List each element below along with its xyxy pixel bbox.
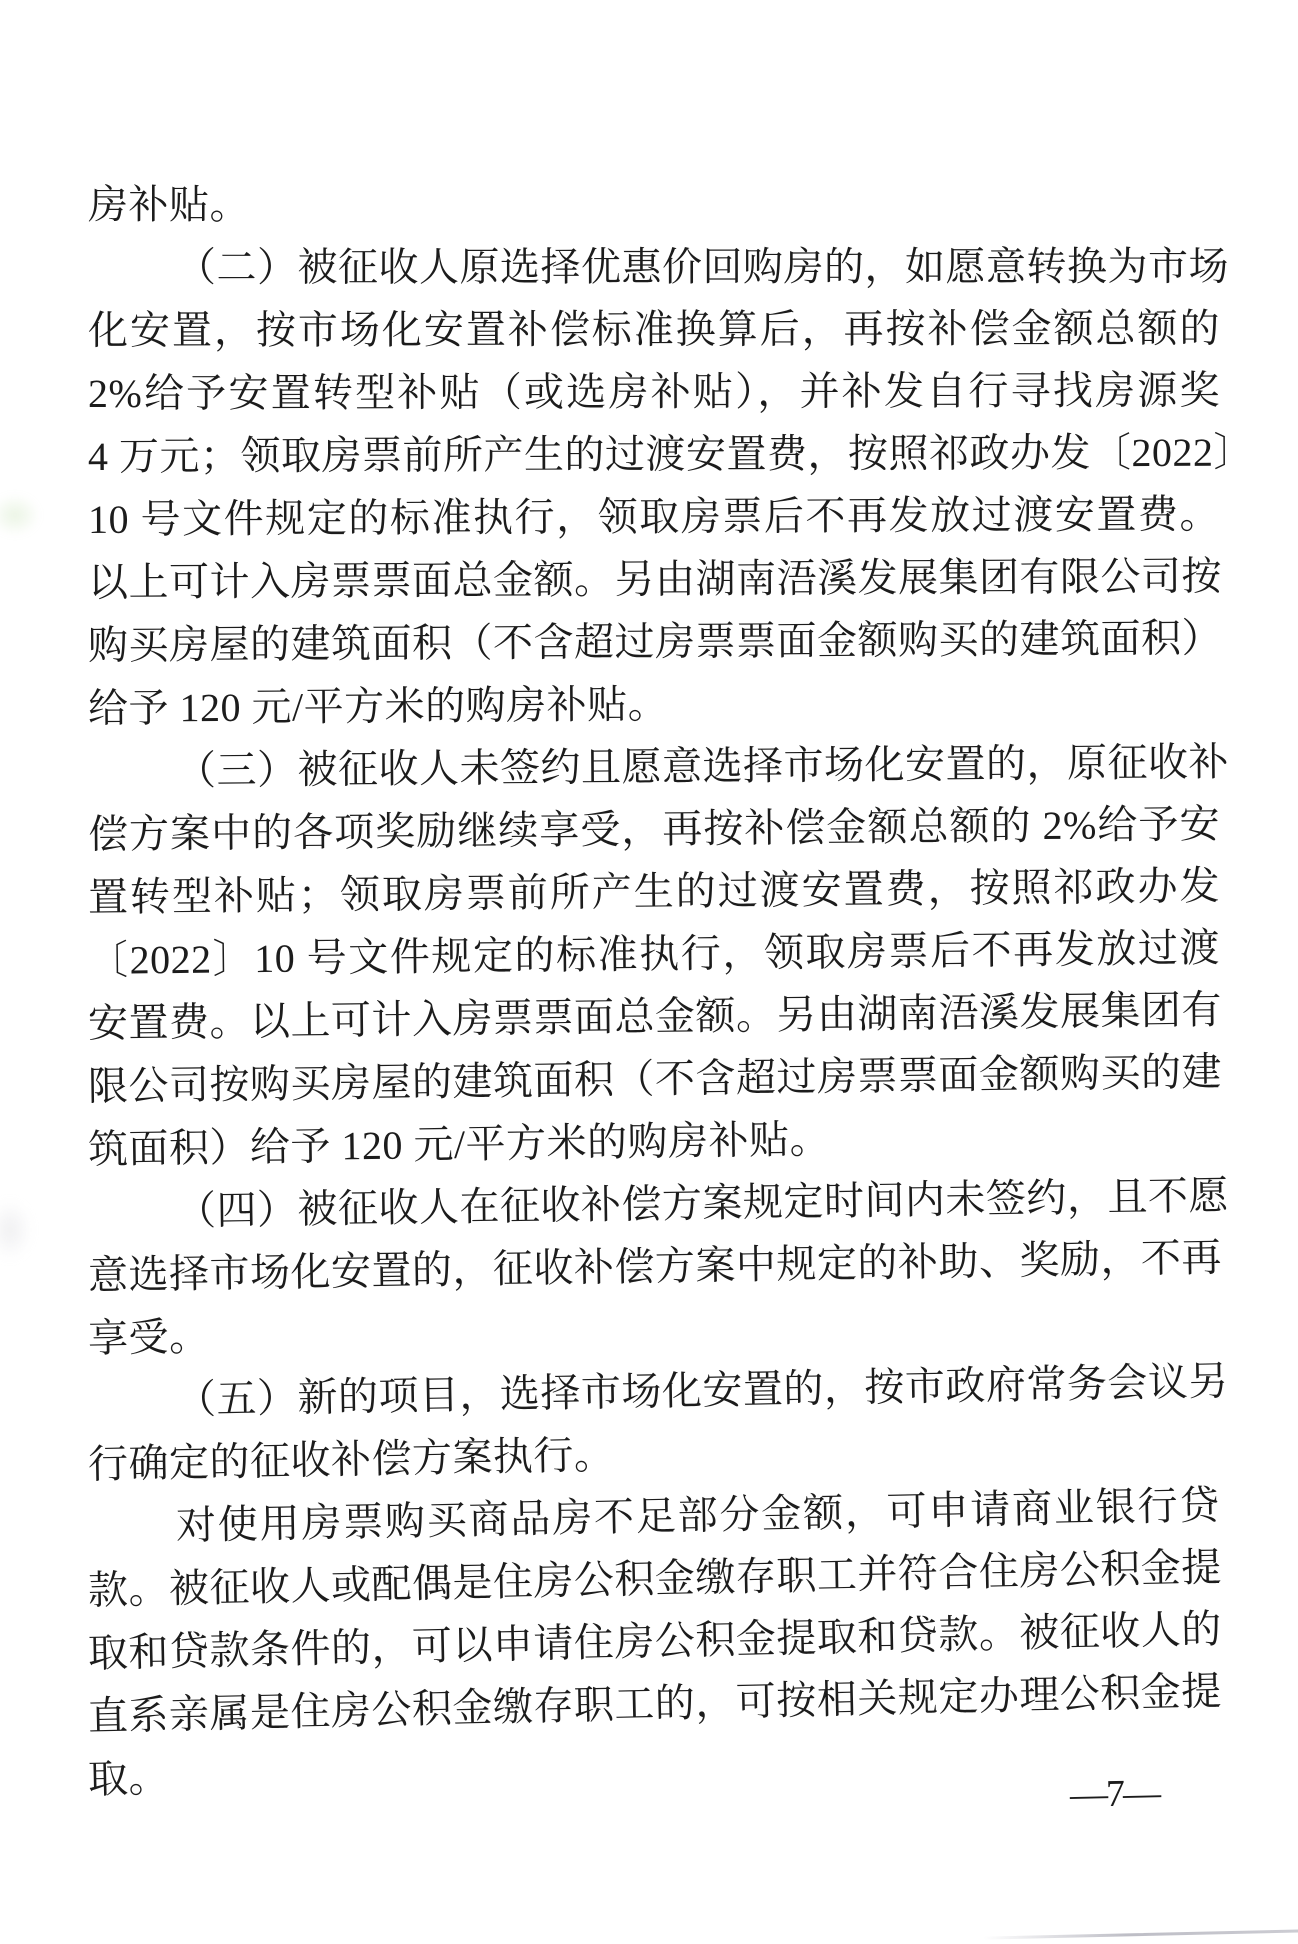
text-line: 款。被征收人或配偶是住房公积金缴存职工并符合住房公积金提 bbox=[87, 1544, 1223, 1613]
scan-artifact-smudge bbox=[0, 494, 40, 536]
text-line: 取和贷款条件的，可以申请住房公积金提取和贷款。被征收人的 bbox=[87, 1606, 1223, 1676]
text-line: 筑面积）给予 120 元/平方米的购房补贴。 bbox=[87, 1116, 831, 1172]
text-line: 以上可计入房票票面总金额。另由湖南浯溪发展集团有限公司按 bbox=[87, 553, 1223, 605]
text-line: 行确定的征收补偿方案执行。 bbox=[87, 1432, 615, 1487]
text-line: 限公司按购买房屋的建筑面积（不含超过房票票面金额购买的建 bbox=[87, 1049, 1223, 1109]
text-line: 房补贴。 bbox=[88, 182, 250, 227]
text-line: 意选择市场化安置的，征收补偿方案中规定的补助、奖励，不再 bbox=[87, 1234, 1223, 1298]
text-line: 给予 120 元/平方米的购房补贴。 bbox=[87, 681, 669, 731]
document-text bbox=[87, 173, 1255, 1811]
text-line: 购买房屋的建筑面积（不含超过房票票面金额购买的建筑面积） bbox=[87, 615, 1223, 668]
page-number: —7— bbox=[1069, 1772, 1160, 1816]
text-line: 置转型补贴；领取房票前所产生的过渡安置费，按照祁政办发 bbox=[87, 863, 1221, 920]
text-line: （二）被征收人原选择优惠价回购房的，如愿意转换为市场 bbox=[175, 243, 1230, 290]
text-line: 直系亲属是住房公积金缴存职工的，可按相关规定办理公积金提 bbox=[87, 1668, 1223, 1739]
text-line: 取。 bbox=[87, 1755, 170, 1802]
text-line: 〔2022〕10 号文件规定的标准执行，领取房票后不再发放过渡 bbox=[87, 925, 1221, 983]
text-line: 2%给予安置转型补贴（或选房补贴），并补发自行寻找房源奖 bbox=[87, 367, 1221, 416]
text-line: 偿方案中的各项奖励继续享受，再按补偿金额总额的 2%给予安 bbox=[87, 801, 1221, 857]
text-line: （三）被征收人未签约且愿意选择市场化安置的，原征收补 bbox=[175, 739, 1230, 794]
text-line: 享受。 bbox=[87, 1313, 210, 1361]
scan-artifact-smudge bbox=[0, 1200, 32, 1260]
text-line: 4 万元；领取房票前所产生的过渡安置费，按照祁政办发〔2022〕 bbox=[87, 429, 1255, 479]
text-line: 对使用房票购买商品房不足部分金额，可申请商业银行贷 bbox=[175, 1482, 1221, 1549]
text-line: （四）被征收人在征收补偿方案规定时间内未签约，且不愿 bbox=[175, 1172, 1230, 1234]
text-line: 安置费。以上可计入房票票面总金额。另由湖南浯溪发展集团有 bbox=[87, 987, 1223, 1046]
text-line: 化安置，按市场化安置补偿标准换算后，再按补偿金额总额的 bbox=[87, 305, 1221, 353]
scan-edge-line bbox=[983, 1929, 1298, 1939]
text-line: （五）新的项目，选择市场化安置的，按市政府常务会议另 bbox=[175, 1358, 1230, 1423]
text-line: 10 号文件规定的标准执行，领取房票后不再发放过渡安置费。 bbox=[87, 491, 1221, 542]
